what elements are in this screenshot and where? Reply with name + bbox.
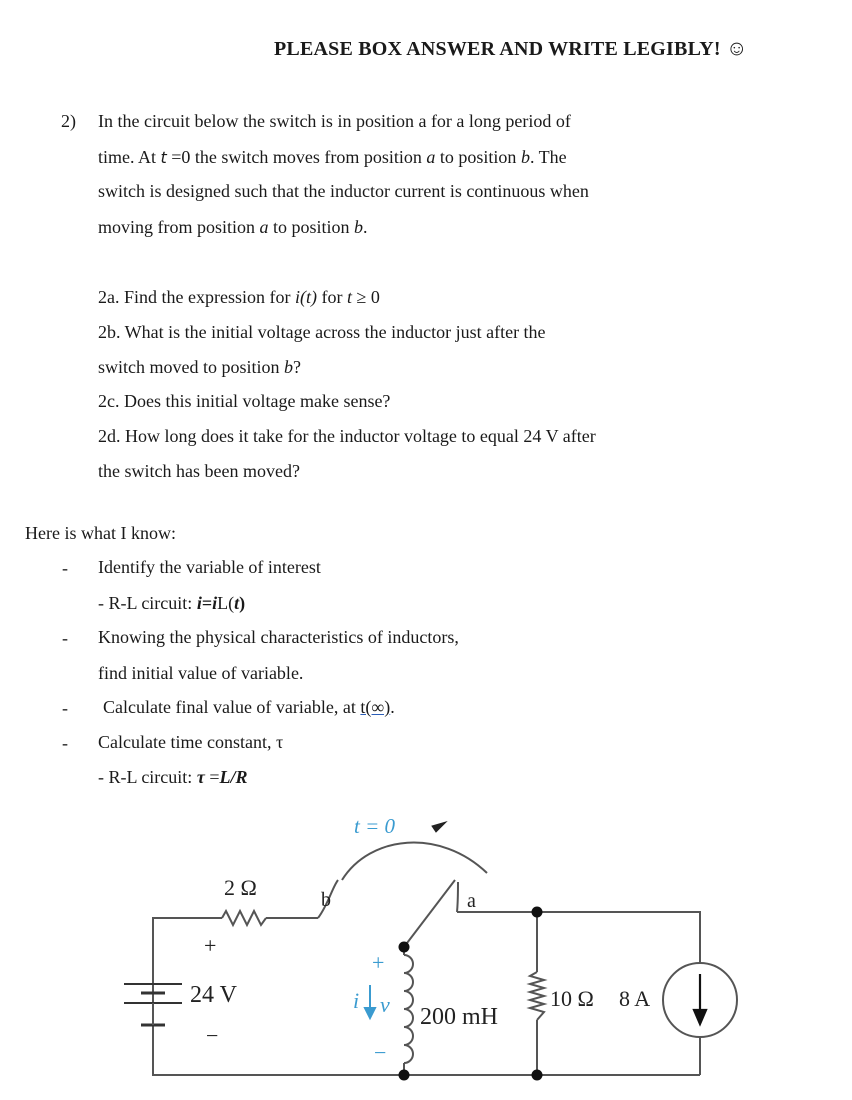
problem-line-2: time. At t =0 the switch moves from position a to position b. The: [98, 147, 567, 167]
question-2c: 2c. Does this initial voltage make sense?: [98, 391, 391, 411]
wire-left-bottom: [153, 1025, 700, 1075]
resistor-2-ohm: [222, 911, 266, 925]
source-value-label: 24 V: [190, 982, 237, 1008]
contact-a: [457, 882, 458, 912]
node-bottom-r2: [532, 1070, 543, 1081]
smiley-icon: ☺: [725, 36, 748, 60]
question-2d-line-2: the switch has been moved?: [98, 461, 300, 481]
inductor-plus-label: +: [372, 950, 385, 975]
switch-time-label: t = 0: [354, 814, 396, 838]
known-item-4-sub: - R-L circuit: τ =L/R: [98, 767, 248, 787]
known-item-2-line-2: find initial value of variable.: [98, 663, 304, 683]
problem-line-4: moving from position a to position b.: [98, 217, 368, 237]
switch-arrowhead: [432, 822, 446, 832]
node-switch-pivot: [399, 942, 410, 953]
inductor-value-label: 200 mH: [420, 1004, 498, 1030]
position-b-label: b: [321, 889, 331, 911]
page-header: [274, 36, 748, 61]
known-item-1-sub: - R-L circuit: i=iL(t): [98, 593, 246, 613]
question-2d-line-1: 2d. How long does it take for the inductor voltage to equal 24 V after: [98, 426, 596, 446]
wire-a-to-right: [457, 912, 700, 963]
bullet-dash: -: [62, 558, 68, 578]
problem-number: 2): [61, 111, 76, 131]
current-source-label: 8 A: [619, 986, 651, 1011]
problem-line-1: In the circuit below the switch is in position a for a long period of: [98, 111, 571, 131]
bullet-dash: -: [62, 628, 68, 648]
known-item-1: Identify the variable of interest: [98, 557, 321, 577]
current-source-8a: [663, 963, 737, 1037]
inductor-200mh: [404, 955, 413, 1063]
inductor-minus-label: −: [374, 1040, 387, 1065]
problem-line-3: switch is designed such that the inductor current is continuous when: [98, 181, 589, 201]
resistor-10-ohm: [530, 972, 544, 1020]
contact-b: [318, 880, 338, 918]
node-top-right: [532, 907, 543, 918]
known-item-3: Calculate final value of variable, at t(∞).: [103, 697, 395, 717]
resistor-2-ohm-label: 2 Ω: [224, 875, 257, 900]
question-2b-line-2: switch moved to position b?: [98, 357, 301, 377]
bullet-dash: -: [62, 733, 68, 753]
known-item-4: Calculate time constant, τ: [98, 732, 284, 752]
switch-blade: [404, 880, 455, 947]
source-minus-label: −: [206, 1023, 219, 1048]
position-a-label: a: [467, 890, 476, 912]
wire-left-top: [153, 918, 222, 1003]
question-2a: 2a. Find the expression for i(t) for t ≥ 0: [98, 287, 380, 307]
known-heading: Here is what I know:: [25, 523, 176, 543]
bullet-dash: -: [62, 698, 68, 718]
voltage-v-label: v: [380, 992, 390, 1017]
resistor-10-ohm-label: 10 Ω: [550, 986, 594, 1011]
switch-arc: [342, 843, 487, 880]
question-2b-line-1: 2b. What is the initial voltage across the inductor just after the: [98, 322, 546, 342]
current-i-label: i: [353, 988, 360, 1013]
node-bottom-ind: [399, 1070, 410, 1081]
source-plus-label: +: [204, 933, 217, 958]
header-text: PLEASE BOX ANSWER AND WRITE LEGIBLY!: [274, 38, 721, 60]
known-item-2-line-1: Knowing the physical characteristics of inductors,: [98, 627, 459, 647]
